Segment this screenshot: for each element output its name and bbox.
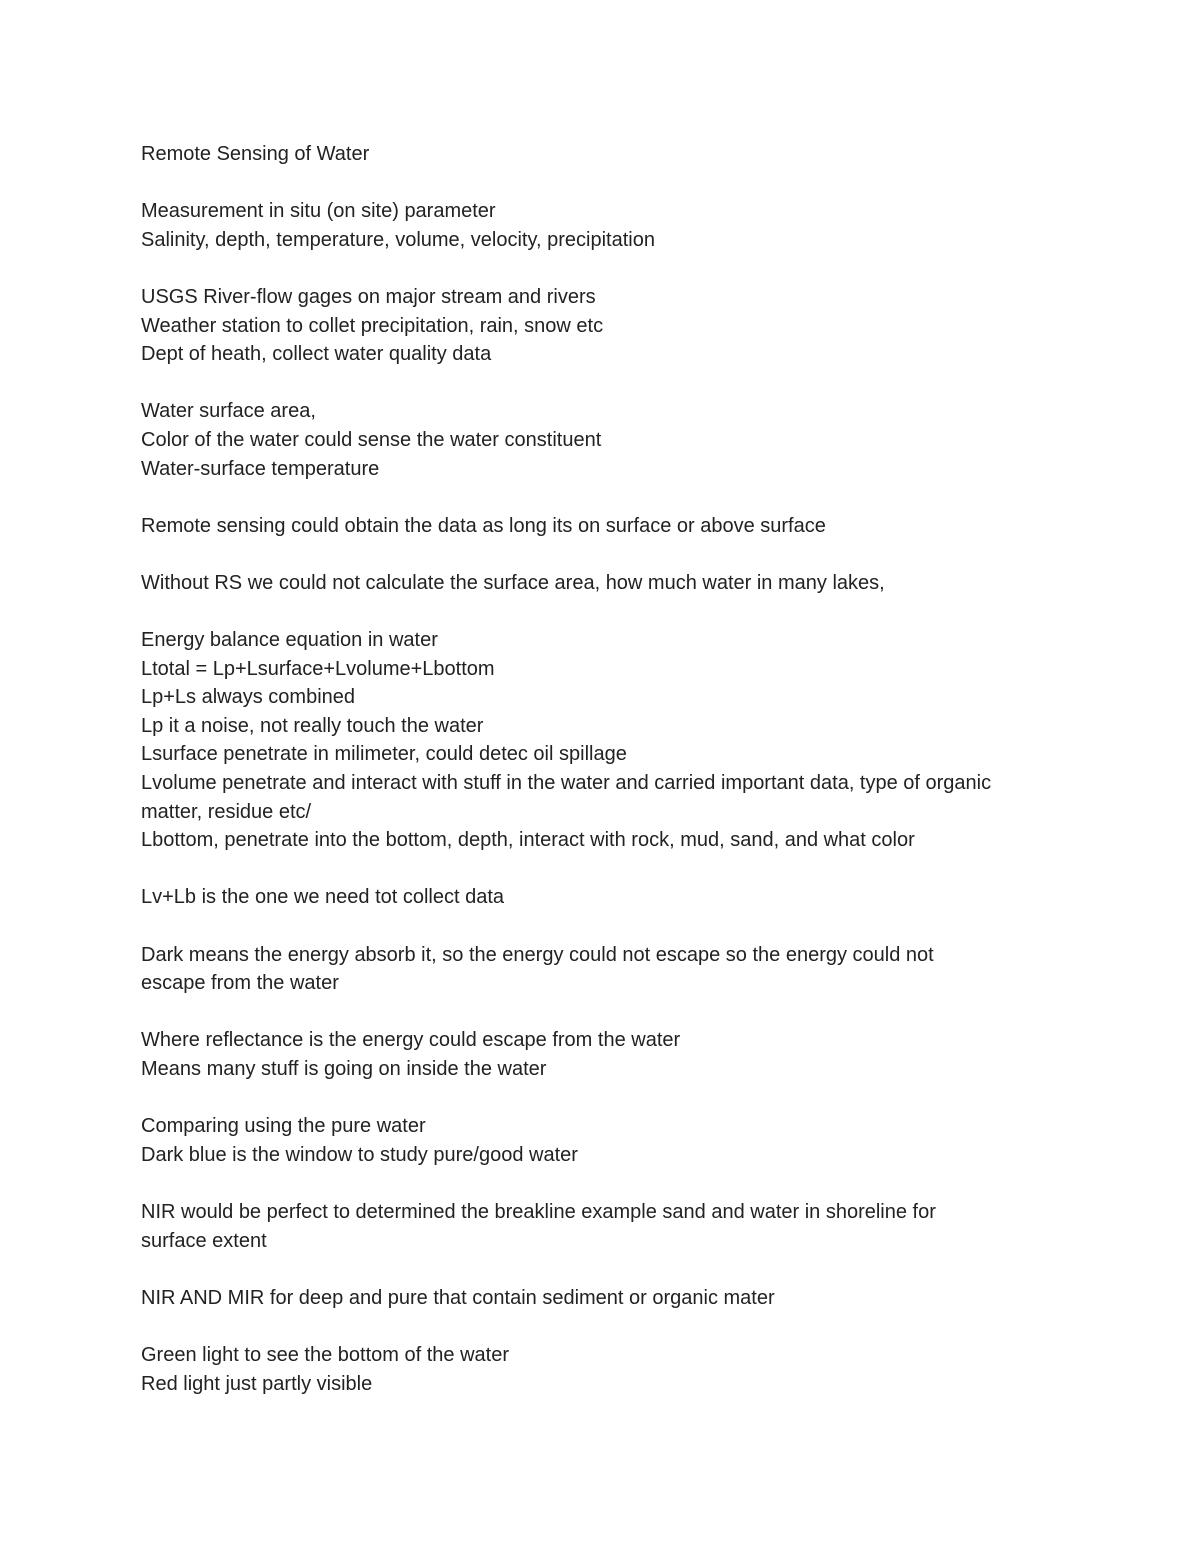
text-line: matter, residue etc/ (141, 800, 312, 823)
text-line: USGS River-flow gages on major stream and rivers (141, 285, 596, 308)
text-line: Water surface area, (141, 400, 316, 423)
text-line: Lp it a noise, not really touch the water (141, 714, 484, 737)
blank-line (141, 540, 1071, 569)
text-line: Red light just partly visible (141, 1372, 373, 1395)
text-line: Measurement in situ (on site) parameter (141, 200, 496, 223)
text-line: Lv+Lb is the one we need tot collect data (141, 886, 505, 909)
text-line: Green light to see the bottom of the water (141, 1343, 509, 1366)
blank-line (141, 254, 1071, 283)
text-line: Water-surface temperature (141, 457, 380, 480)
blank-line (141, 1169, 1071, 1198)
blank-line (141, 169, 1071, 198)
text-line: Dept of heath, collect water quality data (141, 343, 492, 366)
document-title: Remote Sensing of Water (141, 143, 370, 165)
document-body (141, 140, 1071, 1398)
blank-line (141, 483, 1071, 512)
text-line: Lbottom, penetrate into the bottom, depth, interact with rock, mud, sand, and what color (141, 829, 915, 852)
blank-line (141, 369, 1071, 398)
text-line: Means many stuff is going on inside the water (141, 1058, 547, 1080)
blank-line (141, 912, 1071, 941)
text-line: Energy balance equation in water (141, 629, 438, 652)
text-line: NIR would be perfect to determined the breakline example sand and water in shoreline for (141, 1200, 936, 1223)
blank-line (141, 1312, 1071, 1341)
text-line: Lvolume penetrate and interact with stuff in the water and carried important data, type of organic (141, 772, 992, 795)
blank-line (141, 855, 1071, 884)
blank-line (141, 1255, 1071, 1284)
blank-line (141, 598, 1071, 627)
text-line: surface extent (141, 1229, 267, 1252)
text-line: Without RS we could not calculate the surface area, how much water in many lakes, (141, 571, 885, 594)
text-line: Color of the water could sense the water constituent (141, 428, 602, 451)
equation-line: Ltotal = Lp+Lsurface+Lvolume+Lbottom (141, 657, 495, 680)
text-line: Dark blue is the window to study pure/good water (141, 1143, 578, 1166)
text-line: Remote sensing could obtain the data as long its on surface or above surface (141, 514, 826, 537)
text-line: NIR AND MIR for deep and pure that contain sediment or organic mater (141, 1286, 775, 1309)
text-line: Lsurface penetrate in milimeter, could detec oil spillage (141, 743, 627, 766)
text-line: Comparing using the pure water (141, 1115, 426, 1138)
text-line: Lp+Ls always combined (141, 686, 356, 709)
text-line: Salinity, depth, temperature, volume, velocity, precipitation (141, 228, 655, 251)
blank-line (141, 1084, 1071, 1113)
text-line: escape from the water (141, 972, 339, 995)
text-line: Dark means the energy absorb it, so the energy could not escape so the energy could not (141, 943, 934, 966)
text-line: Weather station to collet precipitation, rain, snow etc (141, 314, 604, 337)
text-line: Where reflectance is the energy could escape from the water (141, 1029, 681, 1052)
blank-line (141, 998, 1071, 1027)
